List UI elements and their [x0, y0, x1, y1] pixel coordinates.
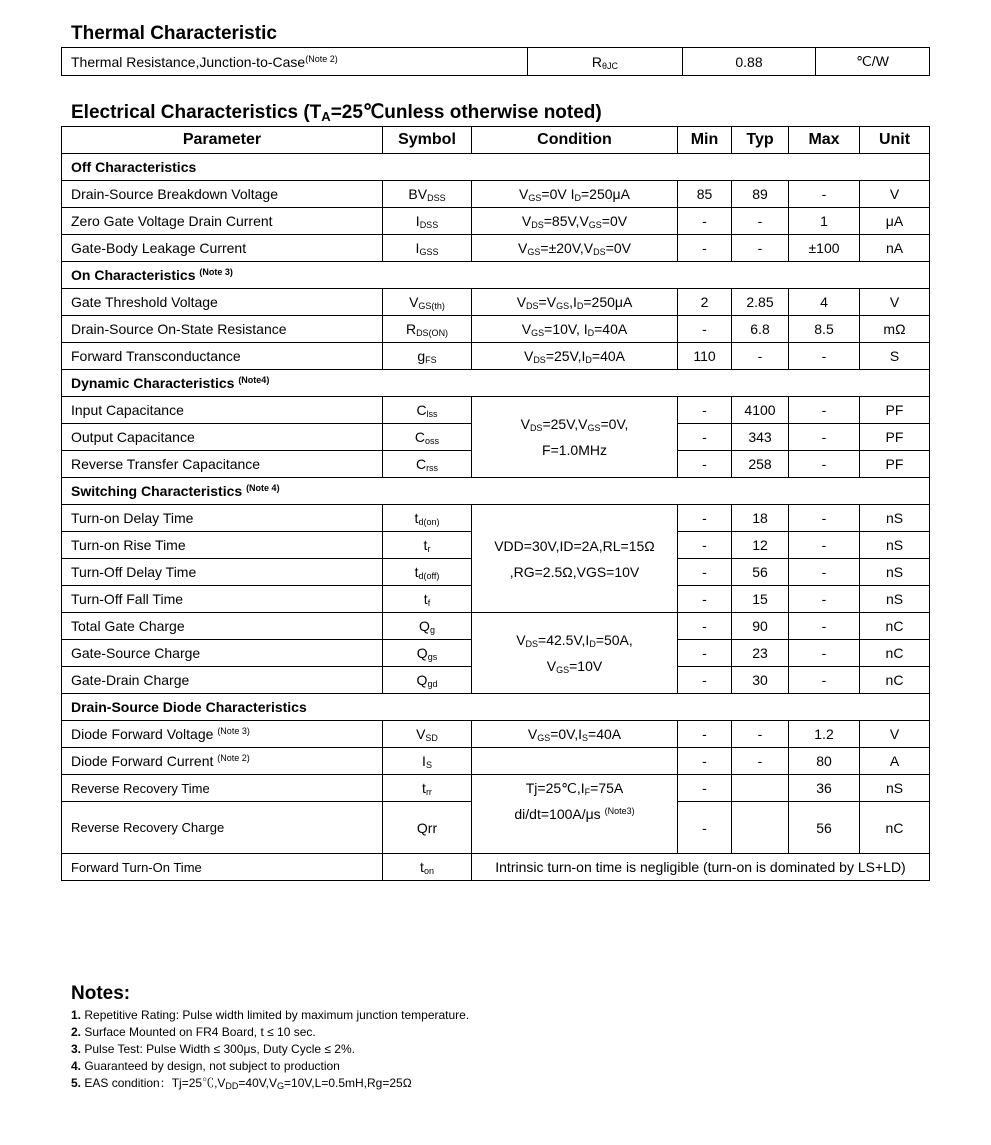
- header-typ: Typ: [732, 127, 789, 154]
- min-cell: -: [678, 316, 732, 343]
- header-unit: Unit: [860, 127, 930, 154]
- max-cell: 8.5: [789, 316, 860, 343]
- symbol-cell: $Q_{gd}$: [383, 667, 472, 694]
- note-item: 1. Repetitive Rating: Pulse width limited by maximum junction temperature.: [71, 1008, 470, 1022]
- min-cell: -: [678, 748, 732, 775]
- note-item: 2. Surface Mounted on FR4 Board, t ≤ 10 sec.: [71, 1025, 316, 1039]
- table-row: [62, 208, 930, 235]
- unit-cell: nS: [860, 775, 930, 802]
- typ-cell: 15: [732, 586, 789, 613]
- condition-cell-dynamic: $V_{DS}=25V,V_{GS}=0V$, F=1.0MHz: [472, 397, 678, 478]
- symbol-cell: $t_{d(off)}$: [383, 559, 472, 586]
- section-header-on: On Characteristics $^{(Note 3)}$: [62, 262, 930, 289]
- typ-cell: -: [732, 208, 789, 235]
- max-cell: 36: [789, 775, 860, 802]
- condition-cell-recovery: $Tj=25℃,I_F=75A$ di/dt=100A/μs $^{(Note3)}$: [472, 775, 678, 854]
- typ-cell: 343: [732, 424, 789, 451]
- condition-cell: $V_{GS}=0V$ $I_D=250\mu A$: [472, 181, 678, 208]
- max-cell: ±100: [789, 235, 860, 262]
- param-cell: Gate Threshold Voltage: [62, 289, 383, 316]
- param-cell: Turn-Off Fall Time: [62, 586, 383, 613]
- table-row: [62, 289, 930, 316]
- symbol-cell: $t_{d(on)}$: [383, 505, 472, 532]
- electrical-section-title: Electrical Characteristics ($T_A=25℃unless$ otherwise noted): [71, 102, 602, 124]
- typ-cell: 18: [732, 505, 789, 532]
- max-cell: -: [789, 640, 860, 667]
- symbol-cell: $g_{FS}$: [383, 343, 472, 370]
- max-cell: 4: [789, 289, 860, 316]
- unit-cell: S: [860, 343, 930, 370]
- unit-cell: μA: [860, 208, 930, 235]
- unit-cell: nS: [860, 586, 930, 613]
- param-cell: Zero Gate Voltage Drain Current: [62, 208, 383, 235]
- section-header-switching: Switching Characteristics $^{(Note 4)}$: [62, 478, 930, 505]
- param-cell: Forward Transconductance: [62, 343, 383, 370]
- thermal-symbol: $R_{\theta JC}$: [528, 48, 683, 76]
- min-cell: -: [678, 532, 732, 559]
- table-row: [62, 854, 930, 881]
- max-cell: -: [789, 559, 860, 586]
- section-header-off: Off Characteristics: [62, 154, 930, 181]
- min-cell: -: [678, 721, 732, 748]
- min-cell: -: [678, 235, 732, 262]
- condition-cell-ton: Intrinsic turn-on time is negligible (turn-on is dominated by LS+LD): [472, 854, 930, 881]
- typ-cell: 56: [732, 559, 789, 586]
- min-cell: -: [678, 775, 732, 802]
- param-cell: Gate-Source Charge: [62, 640, 383, 667]
- condition-cell: $V_{GS}=\pm 20V,V_{DS}=0V$: [472, 235, 678, 262]
- unit-cell: A: [860, 748, 930, 775]
- unit-cell: PF: [860, 451, 930, 478]
- max-cell: -: [789, 505, 860, 532]
- symbol-cell: $C_{rss}$: [383, 451, 472, 478]
- typ-cell: -: [732, 748, 789, 775]
- condition-cell-switching: VDD=30V,ID=2A,RL=15Ω ,RG=2.5Ω,VGS=10V: [472, 505, 678, 613]
- max-cell: -: [789, 397, 860, 424]
- param-cell: Turn-Off Delay Time: [62, 559, 383, 586]
- param-cell: Input Capacitance: [62, 397, 383, 424]
- table-row: [62, 775, 930, 802]
- max-cell: -: [789, 343, 860, 370]
- min-cell: 85: [678, 181, 732, 208]
- table-row: [62, 235, 930, 262]
- typ-cell: 30: [732, 667, 789, 694]
- symbol-cell: $t_{rr}$: [383, 775, 472, 802]
- unit-cell: nC: [860, 802, 930, 854]
- typ-cell: 23: [732, 640, 789, 667]
- unit-cell: PF: [860, 424, 930, 451]
- param-cell: Drain-Source On-State Resistance: [62, 316, 383, 343]
- section-header-diode: Drain-Source Diode Characteristics: [62, 694, 930, 721]
- section-row-dynamic: [62, 370, 930, 397]
- max-cell: -: [789, 424, 860, 451]
- min-cell: -: [678, 559, 732, 586]
- unit-cell: V: [860, 721, 930, 748]
- table-row: [62, 505, 930, 532]
- param-cell: Output Capacitance: [62, 424, 383, 451]
- min-cell: -: [678, 802, 732, 854]
- max-cell: 1.2: [789, 721, 860, 748]
- min-cell: -: [678, 505, 732, 532]
- min-cell: -: [678, 667, 732, 694]
- max-cell: -: [789, 181, 860, 208]
- param-cell: Gate-Body Leakage Current: [62, 235, 383, 262]
- typ-cell: 90: [732, 613, 789, 640]
- header-parameter: Parameter: [62, 127, 383, 154]
- typ-cell: -: [732, 235, 789, 262]
- param-cell: Turn-on Delay Time: [62, 505, 383, 532]
- note-item: 4. Guaranteed by design, not subject to production: [71, 1059, 340, 1073]
- typ-cell: [732, 802, 789, 854]
- table-row: [62, 748, 930, 775]
- min-cell: -: [678, 613, 732, 640]
- table-row: [62, 397, 930, 424]
- header-symbol: Symbol: [383, 127, 472, 154]
- electrical-table: [61, 126, 930, 881]
- param-cell: Gate-Drain Charge: [62, 667, 383, 694]
- unit-cell: nC: [860, 667, 930, 694]
- param-cell: Forward Turn-On Time: [62, 854, 383, 881]
- param-cell: Reverse Transfer Capacitance: [62, 451, 383, 478]
- table-row: [62, 613, 930, 640]
- max-cell: 80: [789, 748, 860, 775]
- thermal-row: [62, 48, 930, 76]
- min-cell: 2: [678, 289, 732, 316]
- symbol-cell: Qrr: [383, 802, 472, 854]
- symbol-cell: $I_{DSS}$: [383, 208, 472, 235]
- typ-cell: 89: [732, 181, 789, 208]
- unit-cell: nS: [860, 532, 930, 559]
- note-item: 3. Pulse Test: Pulse Width ≤ 300μs, Duty Cycle ≤ 2%.: [71, 1042, 355, 1056]
- section-row-off: [62, 154, 930, 181]
- condition-cell: $V_{GS}=10V$, $I_D=40A$: [472, 316, 678, 343]
- section-row-diode: [62, 694, 930, 721]
- condition-cell: $V_{DS}=25V,I_D=40A$: [472, 343, 678, 370]
- min-cell: -: [678, 451, 732, 478]
- unit-cell: nS: [860, 559, 930, 586]
- typ-cell: 258: [732, 451, 789, 478]
- condition-cell: [472, 748, 678, 775]
- min-cell: -: [678, 208, 732, 235]
- table-row: [62, 721, 930, 748]
- param-cell: Reverse Recovery Charge: [62, 802, 383, 854]
- symbol-cell: $BV_{DSS}$: [383, 181, 472, 208]
- min-cell: -: [678, 397, 732, 424]
- symbol-cell: $V_{SD}$: [383, 721, 472, 748]
- header-min: Min: [678, 127, 732, 154]
- condition-cell: $V_{GS}=0V,I_S=40A$: [472, 721, 678, 748]
- thermal-param: Thermal Resistance,Junction-to-Case$^{(Note 2)}$: [62, 48, 528, 76]
- notes-section: [71, 983, 469, 1092]
- min-cell: 110: [678, 343, 732, 370]
- typ-cell: 4100: [732, 397, 789, 424]
- table-row: [62, 343, 930, 370]
- param-cell: Drain-Source Breakdown Voltage: [62, 181, 383, 208]
- max-cell: 1: [789, 208, 860, 235]
- symbol-cell: $t_r$: [383, 532, 472, 559]
- section-row-switching: [62, 478, 930, 505]
- max-cell: 56: [789, 802, 860, 854]
- symbol-cell: $Q_g$: [383, 613, 472, 640]
- param-cell: Diode Forward Voltage $^{(Note 3)}$: [62, 721, 383, 748]
- typ-cell: -: [732, 721, 789, 748]
- section-header-dynamic: Dynamic Characteristics $^{(Note4)}$: [62, 370, 930, 397]
- symbol-cell: $R_{DS(ON)}$: [383, 316, 472, 343]
- symbol-cell: $t_{on}$: [383, 854, 472, 881]
- condition-cell: $V_{DS}=V_{GS},I_D=250\mu A$: [472, 289, 678, 316]
- param-cell: Turn-on Rise Time: [62, 532, 383, 559]
- symbol-cell: $C_{lss}$: [383, 397, 472, 424]
- thermal-table: [61, 47, 930, 76]
- symbol-cell: $t_f$: [383, 586, 472, 613]
- section-row-on: [62, 262, 930, 289]
- thermal-section-title: Thermal Characteristic: [71, 23, 277, 44]
- unit-cell: V: [860, 181, 930, 208]
- symbol-cell: $I_S$: [383, 748, 472, 775]
- max-cell: -: [789, 451, 860, 478]
- table-row: [62, 181, 930, 208]
- unit-cell: nS: [860, 505, 930, 532]
- symbol-cell: $V_{GS(th)}$: [383, 289, 472, 316]
- symbol-cell: $Q_{gs}$: [383, 640, 472, 667]
- thermal-unit: ℃/W: [816, 48, 930, 76]
- param-cell: Reverse Recovery Time: [62, 775, 383, 802]
- header-condition: Condition: [472, 127, 678, 154]
- max-cell: -: [789, 586, 860, 613]
- unit-cell: mΩ: [860, 316, 930, 343]
- max-cell: -: [789, 532, 860, 559]
- param-cell: Diode Forward Current $^{(Note 2)}$: [62, 748, 383, 775]
- typ-cell: [732, 775, 789, 802]
- table-header-row: [62, 127, 930, 154]
- header-max: Max: [789, 127, 860, 154]
- unit-cell: nC: [860, 640, 930, 667]
- param-cell: Total Gate Charge: [62, 613, 383, 640]
- typ-cell: -: [732, 343, 789, 370]
- condition-cell-gate-charge: $V_{DS}=42.5V,I_D=50A$, $V_{GS}=10V$: [472, 613, 678, 694]
- symbol-cell: $C_{oss}$: [383, 424, 472, 451]
- max-cell: -: [789, 667, 860, 694]
- unit-cell: nA: [860, 235, 930, 262]
- min-cell: -: [678, 586, 732, 613]
- unit-cell: V: [860, 289, 930, 316]
- max-cell: -: [789, 613, 860, 640]
- typ-cell: 6.8: [732, 316, 789, 343]
- note-item: 5. EAS condition：$Tj=25℃,V_{DD}=40V,V_G=10V,L=0.5mH,Rg=25\Omega$: [71, 1076, 412, 1091]
- typ-cell: 12: [732, 532, 789, 559]
- typ-cell: 2.85: [732, 289, 789, 316]
- table-row: [62, 316, 930, 343]
- min-cell: -: [678, 424, 732, 451]
- min-cell: -: [678, 640, 732, 667]
- symbol-cell: $I_{GSS}$: [383, 235, 472, 262]
- notes-title: Notes:: [71, 983, 131, 1004]
- thermal-value: 0.88: [683, 48, 816, 76]
- unit-cell: PF: [860, 397, 930, 424]
- condition-cell: $V_{DS}=85V,V_{GS}=0V$: [472, 208, 678, 235]
- unit-cell: nC: [860, 613, 930, 640]
